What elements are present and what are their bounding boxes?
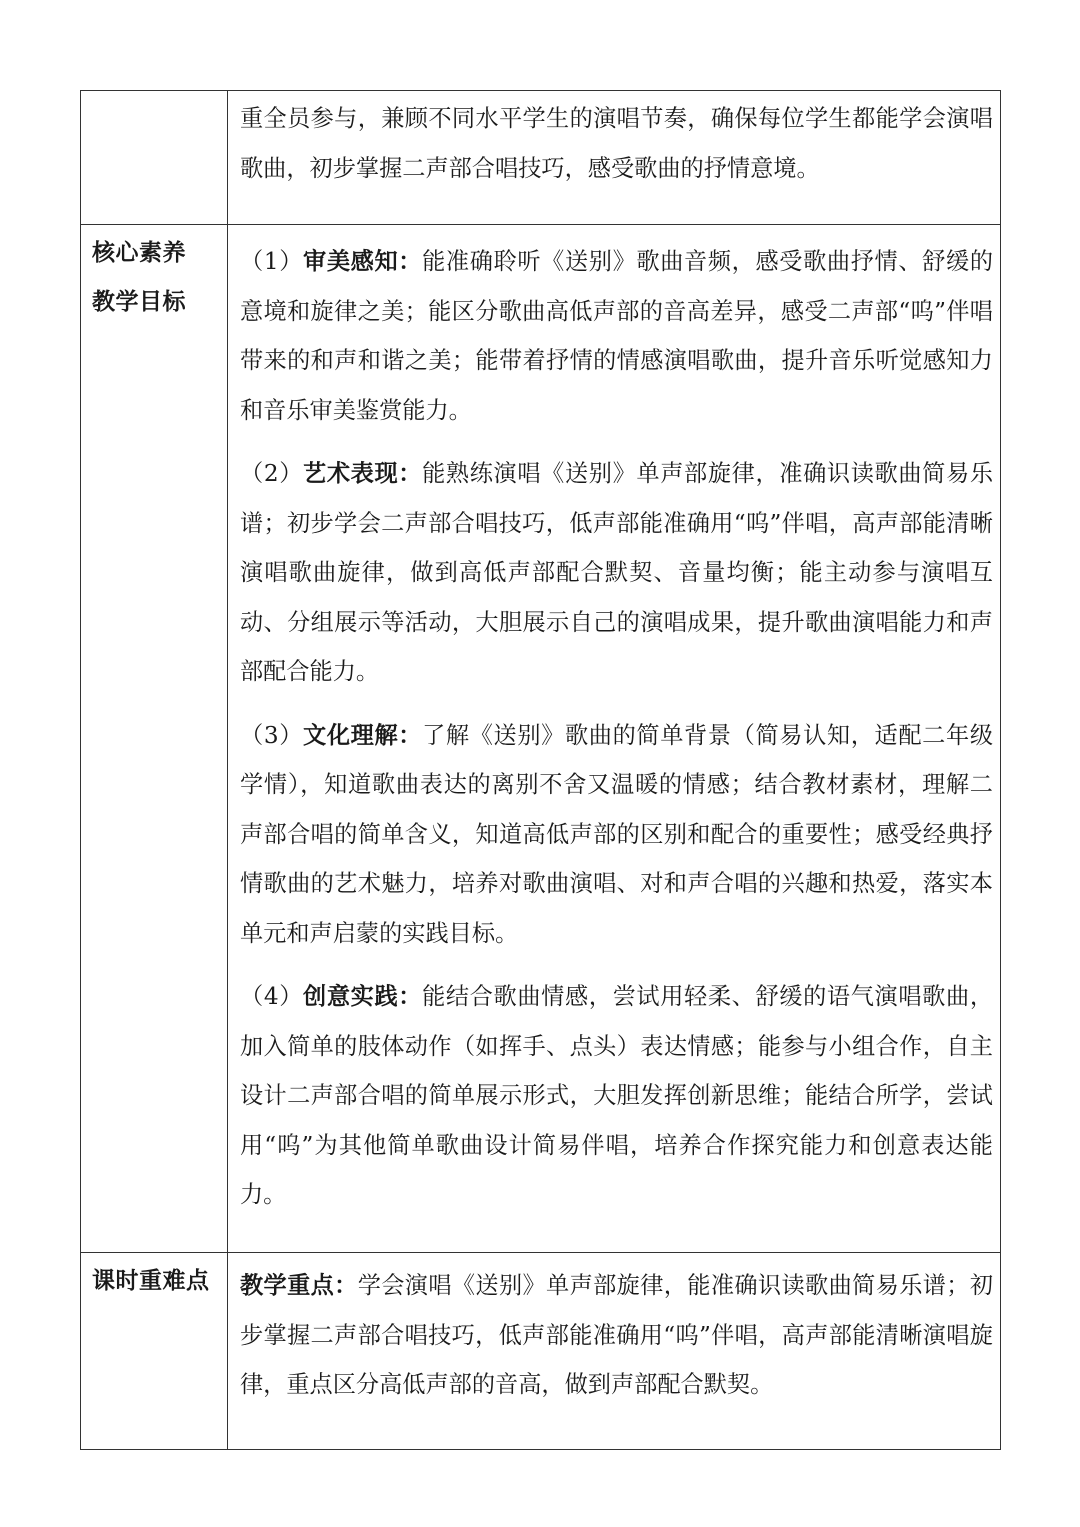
goal-paragraph-creative-practice [240, 972, 993, 1220]
row-label-key-points [81, 1253, 228, 1450]
row-content-key-points [228, 1253, 1001, 1450]
goal-text: 能结合歌曲情感，尝试用轻柔、舒缓的语气演唱歌曲，加入简单的肢体动作（如挥手、点头）表达情感；能参与小组合作，自主设计二声部合唱的简单展示形式，大胆发挥创新思维；能结合所学，尝试用“呜”为其他简单歌曲设计简易伴唱，培养合作探究能力和创意表达能力。 [240, 983, 994, 1208]
row-label-core-literacy [81, 225, 228, 1253]
goal-text: 能准确聆听《送别》歌曲音频，感受歌曲抒情、舒缓的意境和旋律之美；能区分歌曲高低声部的音高差异，感受二声部“呜”伴唱带来的和声和谐之美；能带着抒情的情感演唱歌曲，提升音乐听觉感知力和音乐审美鉴赏能力。 [240, 248, 994, 424]
key-point-paragraph [240, 1261, 993, 1410]
goal-heading: 艺术表现： [303, 460, 423, 487]
key-point-heading: 教学重点： [240, 1272, 358, 1299]
row-label-line: 核心素养 [92, 240, 186, 266]
goal-number: （3） [240, 721, 304, 749]
row-content-continuation [228, 91, 1001, 225]
goal-number: （1） [240, 248, 304, 275]
goal-number: （4） [240, 983, 304, 1010]
key-point-text: 学会演唱《送别》单声部旋律，能准确识读歌曲简易乐谱；初步掌握二声部合唱技巧，低声部能准确用“呜”伴唱，高声部能清晰演唱旋律，重点区分高低声部的音高，做到声部配合默契。 [240, 1272, 994, 1398]
goal-paragraph-aesthetic-perception [240, 237, 993, 435]
table-row-key-difficult-points [81, 1253, 1001, 1450]
goal-text: 了解《送别》歌曲的简单背景（简易认知，适配二年级学情），知道歌曲表达的离别不舍又温暖的情感；结合教材素材，理解二声部合唱的简单含义，知道高低声部的区别和配合的重要性；感受经典抒情歌曲的艺术魅力，培养对歌曲演唱、对和声合唱的兴趣和热爱，落实本单元和声启蒙的实践目标。 [240, 721, 994, 947]
goal-text: 能熟练演唱《送别》单声部旋律，准确识读歌曲简易乐谱；初步学会二声部合唱技巧，低声部能准确用“呜”伴唱，高声部能清晰演唱歌曲旋律，做到高低声部配合默契、音量均衡；能主动参与演唱互动、分组展示等活动，大胆展示自己的演唱成果，提升歌曲演唱能力和声部配合能力。 [240, 460, 994, 685]
row-content-core-literacy [228, 225, 1001, 1253]
goal-number: （2） [240, 460, 304, 487]
goal-heading: 文化理解： [303, 721, 423, 749]
row-label-empty [81, 91, 228, 225]
paragraph-text: 重全员参与，兼顾不同水平学生的演唱节奏，确保每位学生都能学会演唱歌曲，初步掌握二声部合唱技巧，感受歌曲的抒情意境。 [240, 105, 993, 182]
table-row-core-literacy-goals [81, 225, 1001, 1253]
goal-paragraph-cultural-understanding [240, 711, 993, 959]
continuation-paragraph [240, 94, 993, 193]
table-row-continuation [81, 91, 1001, 225]
goal-paragraph-artistic-expression [240, 449, 993, 697]
goal-heading: 审美感知： [303, 248, 423, 275]
row-label-line: 教学目标 [92, 289, 186, 315]
lesson-plan-table [80, 90, 1001, 1450]
goal-heading: 创意实践： [303, 983, 423, 1010]
row-label-line: 课时重难点 [92, 1268, 210, 1294]
